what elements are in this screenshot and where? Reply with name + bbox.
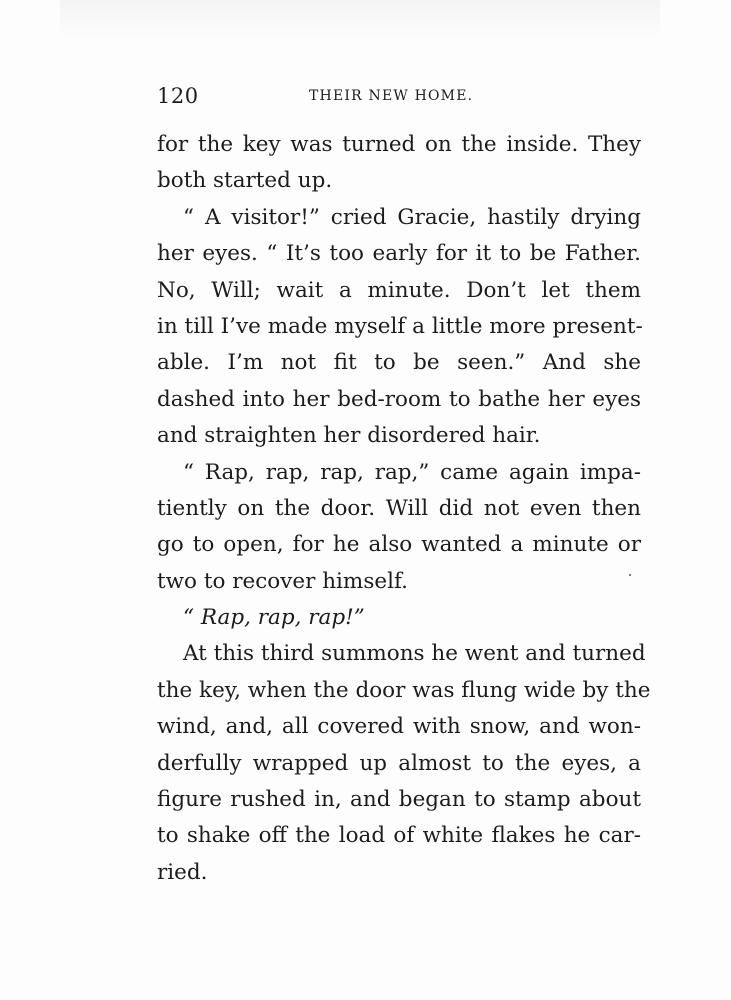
text-line: two to recover himself. [157,568,408,594]
text-line: tiently on the door. Will did not even then [157,495,641,521]
text-line: No, Will; wait a minute. Don’t let them [157,277,641,303]
ink-speck [629,574,631,576]
text-line-italic: “ Rap, rap, rap!” [183,605,365,631]
text-line: in till I’ve made myself a little more present- [157,313,643,339]
text-line: ried. [157,859,208,885]
text-line: “ Rap, rap, rap, rap,” came again impa- [183,459,641,485]
text-line: able. I’m not fit to be seen.” And she [157,350,641,376]
text-line: wind, and, all covered with snow, and won- [157,714,641,740]
text-line: “ A visitor!” cried Gracie, hastily drying [183,204,641,230]
body-text [157,127,651,891]
text-line: the key, when the door was flung wide by the [157,677,651,703]
bleed-through-shadow [60,0,660,40]
text-line: both started up. [157,168,333,194]
text-line: figure rushed in, and began to stamp about [157,787,641,813]
running-head: THEIR NEW HOME. [309,88,474,104]
text-line: go to open, for he also wanted a minute or [157,532,641,558]
text-line: derfully wrapped up almost to the eyes, a [157,750,641,776]
page-number: 120 [157,84,199,108]
text-line: her eyes. “ It’s too early for it to be Father. [157,241,641,267]
text-line: dashed into her bed-room to bathe her eyes [157,386,641,412]
text-line: and straighten her disordered hair. [157,423,541,449]
text-line: for the key was turned on the inside. They [157,132,641,157]
text-line: At this third summons he went and turned [183,641,646,667]
page-header [157,84,487,114]
text-line: to shake off the load of white flakes he car- [157,823,641,849]
